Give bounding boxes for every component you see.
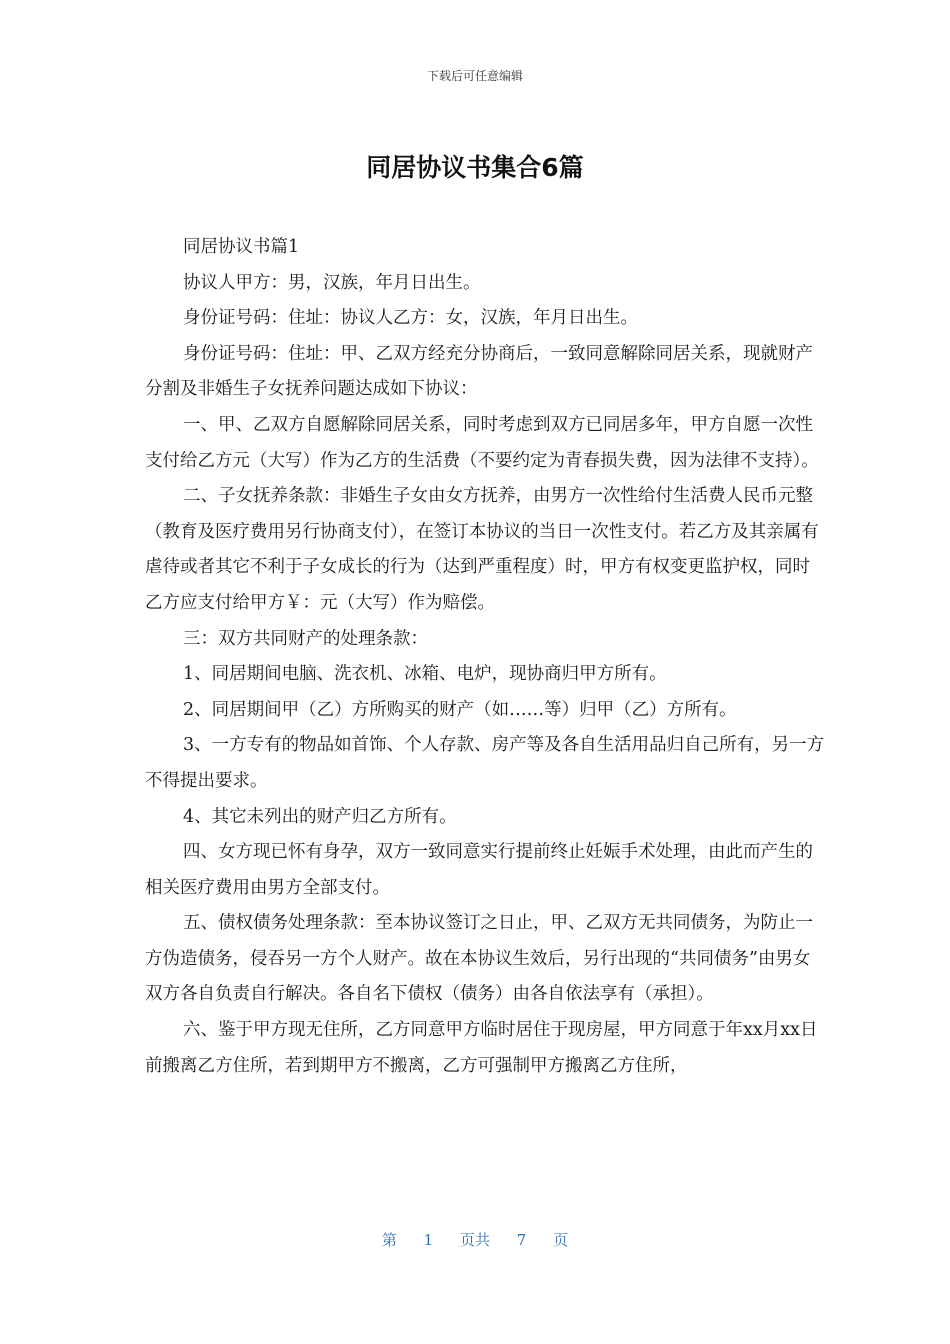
page-number-footer: [0, 1229, 950, 1250]
header-note: 下载后可任意编辑: [426, 69, 523, 83]
paragraph: 四、女方现已怀有身孕，双方一致同意实行提前终止妊娠手术处理，由此而产生的相关医疗费用由男方全部支付。: [145, 842, 813, 898]
paragraph: 六、鉴于甲方现无住所，乙方同意甲方临时居住于现房屋，甲方同意于年xx月xx日前搬离乙方住所，若到期甲方不搬离，乙方可强制甲方搬离乙方住所，: [145, 1020, 818, 1076]
document-body: [145, 230, 825, 1084]
footer-total-pages: 7: [516, 1231, 527, 1249]
paragraph: 3、一方专有的物品如首饰、个人存款、房产等及各自生活用品归自己所有，另一方不得提出要求。: [145, 735, 825, 791]
paragraph: 身份证号码：住址：甲、乙双方经充分协商后，一致同意解除同居关系，现就财产分割及非婚生子女抚养问题达成如下协议：: [145, 343, 813, 400]
paragraph: 五、债权债务处理条款：至本协议签订之日止，甲、乙双方无共同债务，为防止一方伪造债务，侵吞另一方个人财产。故在本协议生效后，另行出现的“共同债务”由男女双方各自负责自行解决。各自名下债权（债务）由各自依法享有（承担）。: [145, 913, 813, 1005]
footer-middle: 页共: [459, 1231, 490, 1249]
paragraph: 三：双方共同财产的处理条款：: [183, 628, 428, 649]
footer-suffix: 页: [553, 1231, 569, 1249]
paragraph: 2、同居期间甲（乙）方所购买的财产（如……等）归甲（乙）方所有。: [183, 699, 737, 720]
footer-prefix: 第: [381, 1231, 397, 1249]
paragraph: 协议人甲方：男，汉族，年月日出生。: [183, 272, 481, 293]
footer-current-page: 1: [423, 1231, 434, 1249]
paragraph: 二、子女抚养条款：非婚生子女由女方抚养，由男方一次性给付生活费人民币元整（教育及医疗费用另行协商支付），在签订本协议的当日一次性支付。若乙方及其亲属有虐待或者其它不利于子女成长的行为（达到严重程度）时，甲方有权变更监护权，同时乙方应支付给甲方￥：元（大写）作为赔偿。: [145, 486, 819, 613]
paragraph: 同居协议书篇1: [183, 237, 300, 257]
document-title: 同居协议书集合6篇: [366, 153, 584, 182]
paragraph: 身份证号码：住址：协议人乙方：女，汉族，年月日出生。: [183, 308, 638, 329]
paragraph: 1、同居期间电脑、洗衣机、冰箱、电炉，现协商归甲方所有。: [183, 664, 667, 685]
paragraph: 一、甲、乙双方自愿解除同居关系，同时考虑到双方已同居多年，甲方自愿一次性支付给乙方元（大写）作为乙方的生活费（不要约定为青春损失费，因为法律不支持）。: [145, 414, 819, 471]
paragraph: 4、其它未列出的财产归乙方所有。: [183, 806, 457, 827]
